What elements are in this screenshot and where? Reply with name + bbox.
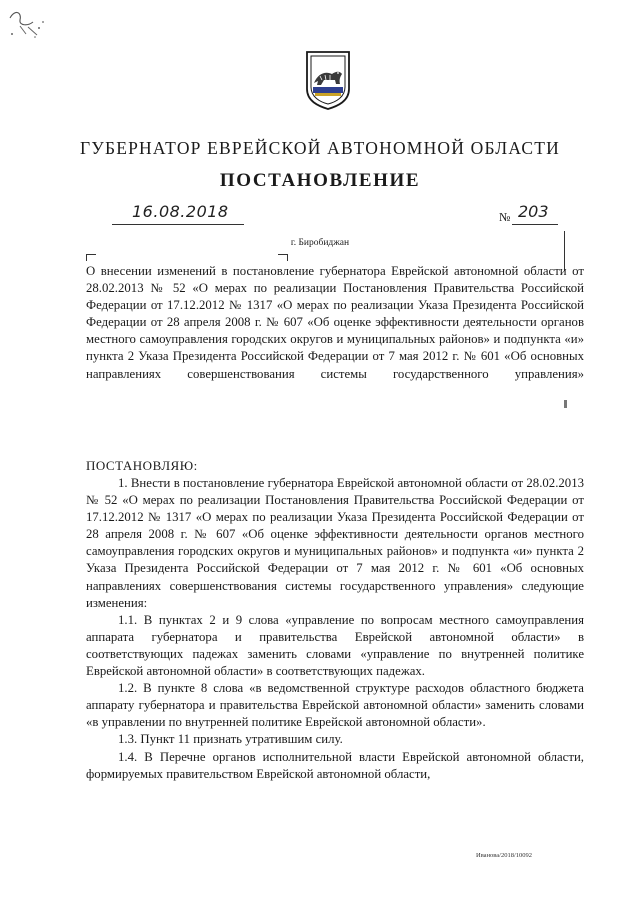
date-field xyxy=(112,202,244,225)
footer-code: Иванова/2018/10092 xyxy=(476,852,533,859)
preamble-title xyxy=(86,263,584,383)
right-corner-bracket xyxy=(278,254,288,261)
paragraph-1-3: 1.3. Пункт 11 признать утратившим силу. xyxy=(118,732,343,747)
margin-mark-dot xyxy=(564,400,567,408)
date-value: 16.08.2018 xyxy=(132,202,229,221)
preamble-text: О внесении изменений в постановление губернатора Еврейской автономной области от 28.02.2013 № 52 «О мерах по реализации Постановления Правительства Российской Федерации от 17.12.2012 № 1317 «О мерах по реализации Указа Президента Российской Федерации от 28 апреля 2008 г. № 607 «Об оценке эффективности деятельности органов местного самоуправления городских округов и муниципальных районов» и подпункта «и» пункта 2 Указа Президента Российской Федерации от 7 мая 2012 г. № 601 «Об основных направлениях совершенствования системы государственного управления» xyxy=(86,264,584,381)
document-type-heading: ПОСТАНОВЛЕНИЕ xyxy=(219,170,421,191)
scribble-mark-icon xyxy=(6,4,48,40)
governor-title: ГУБЕРНАТОР ЕВРЕЙСКОЙ АВТОНОМНОЙ ОБЛАСТИ xyxy=(80,138,560,158)
paragraph-1-1: 1.1. В пунктах 2 и 9 слова «управление по вопросам местного самоуправления аппарата губернатора и правительства Еврейской автономной области» в соответствующих падежах заменить словами «управление по внутренней политике Еврейской автономной области» в соответствующих падежах. xyxy=(86,612,584,679)
paragraph-1: 1. Внести в постановление губернатора Еврейской автономной области от 28.02.2013 № 52 «О мерах по реализации Постановления Правительства Российской Федерации от 17.12.2012 № 1317 «О мерах по реализации Указа Президента Российской Федерации от 28 апреля 2008 г. № 607 «Об оценке эффективности деятельности органов местного самоуправления городских округов и муниципальных районов» и подпункта «и» пункта 2 Указа Президента Российской Федерации от 7 мая 2012 г. № 601 «Об основных направлениях совершенствования системы государственного управления» следующие изменения: xyxy=(86,476,584,610)
number-value: 203 xyxy=(518,202,549,221)
coat-of-arms-tiger-icon xyxy=(304,49,352,111)
number-label: № xyxy=(499,210,511,224)
paragraph-1-4: 1.4. В Перечне органов исполнительной власти Еврейской автономной области, формируемых правительством Еврейской автономной области, xyxy=(86,749,584,781)
number-field xyxy=(512,202,558,225)
city-line: г. Биробиджан xyxy=(290,238,350,248)
paragraph-1-2: 1.2. В пункте 8 слова «в ведомственной структуре расходов областного бюджета аппарату губернатора и правительства Еврейской автономной области» заменить словами «в управлении по внутренней политике Еврейской автономной области». xyxy=(86,681,584,730)
left-corner-bracket xyxy=(86,254,96,261)
document-body xyxy=(86,475,584,783)
operative-word: ПОСТАНОВЛЯЮ: xyxy=(86,458,198,473)
